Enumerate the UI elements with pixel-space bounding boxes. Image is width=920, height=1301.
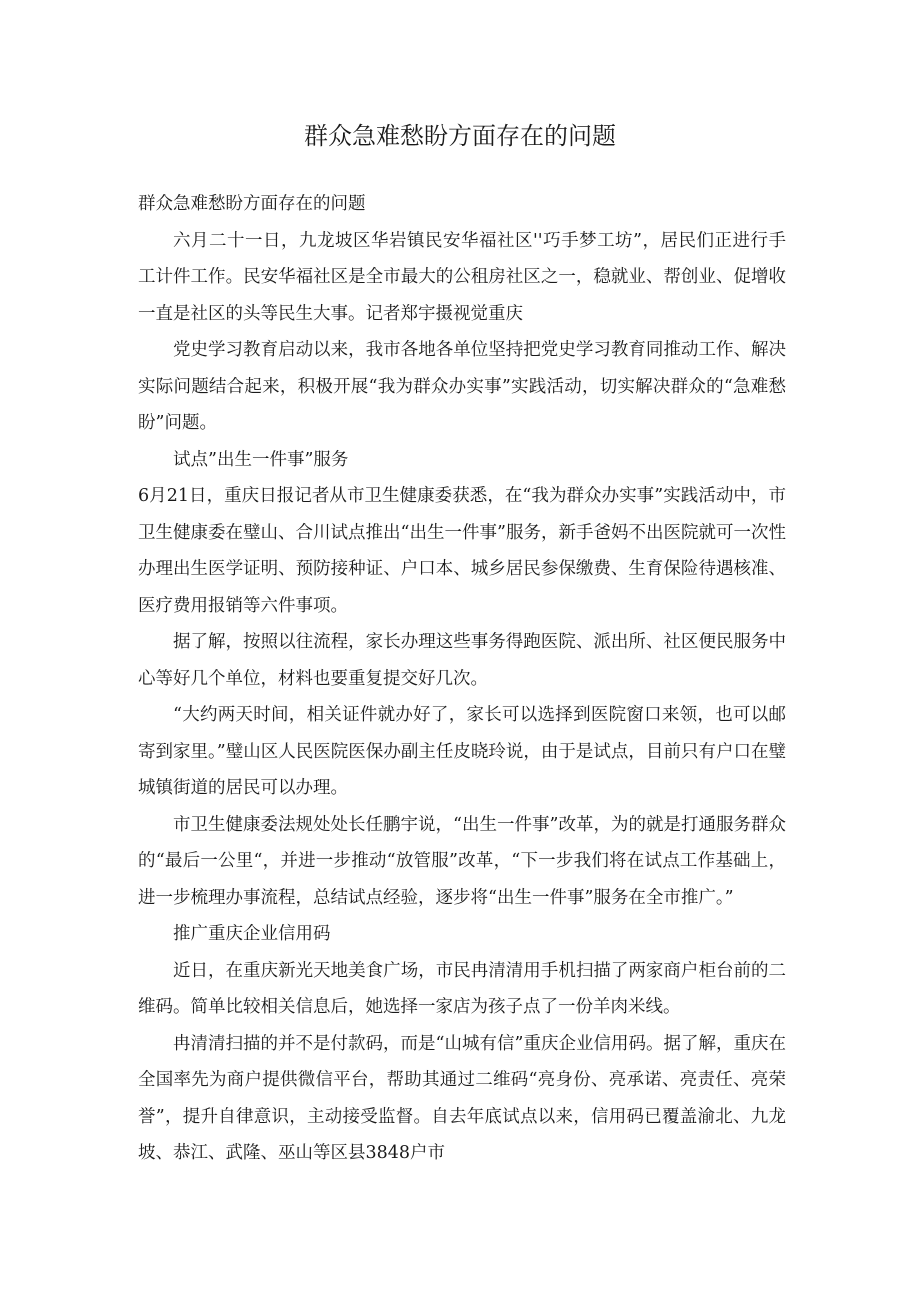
- section-heading: 推广重庆企业信用码: [173, 924, 331, 944]
- paragraph: 党史学习教育启动以来，我市各地各单位坚持把党史学习教育同推动工作、解决实际问题结合起来，积极开展“我为群众办实事”实践活动，切实解决群众的“急难愁盼”问题。: [138, 340, 786, 433]
- document-body: [138, 186, 786, 1172]
- paragraph: 市卫生健康委法规处处长任鹏宇说，“出生一件事”改革，为的就是打通服务群众的“最后一公里“，并进一步推动“放管服”改革，“下一步我们将在试点工作基础上，进一步梳理办事流程，总结试点经验，逐步将“出生一件事”服务在全市推广。”: [138, 814, 786, 908]
- paragraph: 冉清清扫描的并不是付款码，而是“山城有信”重庆企业信用码。据了解，重庆在全国率先为商户提供微信平台，帮助其通过二维码“亮身份、亮承诺、亮责任、亮荣誉”，提升自律意识，主动接受监督。自去年底试点以来，信用码已覆盖渝北、九龙坡、恭江、武隆、巫山等区县3848户市: [138, 1033, 786, 1163]
- paragraph: 近日，在重庆新光天地美食广场，市民冉清清用手机扫描了两家商户柜台前的二维码。简单比较相关信息后，她选择一家店为孩子点了一份羊肉米线。: [138, 960, 786, 1017]
- paragraph: 六月二十一日，九龙坡区华岩镇民安华福社区''巧手梦工坊”，居民们正进行手工计件工作。民安华福社区是全市最大的公租房社区之一，稳就业、帮创业、促增收一直是社区的头等民生大事。记者郑宇摄视觉重庆: [138, 230, 786, 324]
- paragraph: 6月21日，重庆日报记者从市卫生健康委获悉，在“我为群众办实事”实践活动中，市卫生健康委在璧山、合川试点推出“出生一件事”服务，新手爸妈不出医院就可一次性办理出生医学证明、预防接种证、户口本、城乡居民参保缴费、生育保险待遇核准、医疗费用报销等六件事项。: [138, 486, 786, 616]
- paragraph: “大约两天时间，相关证件就办好了，家长可以选择到医院窗口来领，也可以邮寄到家里。”璧山区人民医院医保办副主任皮晓玲说，由于是试点，目前只有户口在璧城镇街道的居民可以办理。: [138, 705, 786, 798]
- section-heading: 试点”出生一件事”服务: [173, 449, 349, 470]
- document-title: 群众急难愁盼方面存在的问题: [304, 122, 616, 150]
- paragraph: 据了解，按照以往流程，家长办理这些事务得跑医院、派出所、社区便民服务中心等好几个单位，材料也要重复提交好几次。: [138, 632, 786, 689]
- paragraph-subtitle: 群众急难愁盼方面存在的问题: [138, 194, 366, 214]
